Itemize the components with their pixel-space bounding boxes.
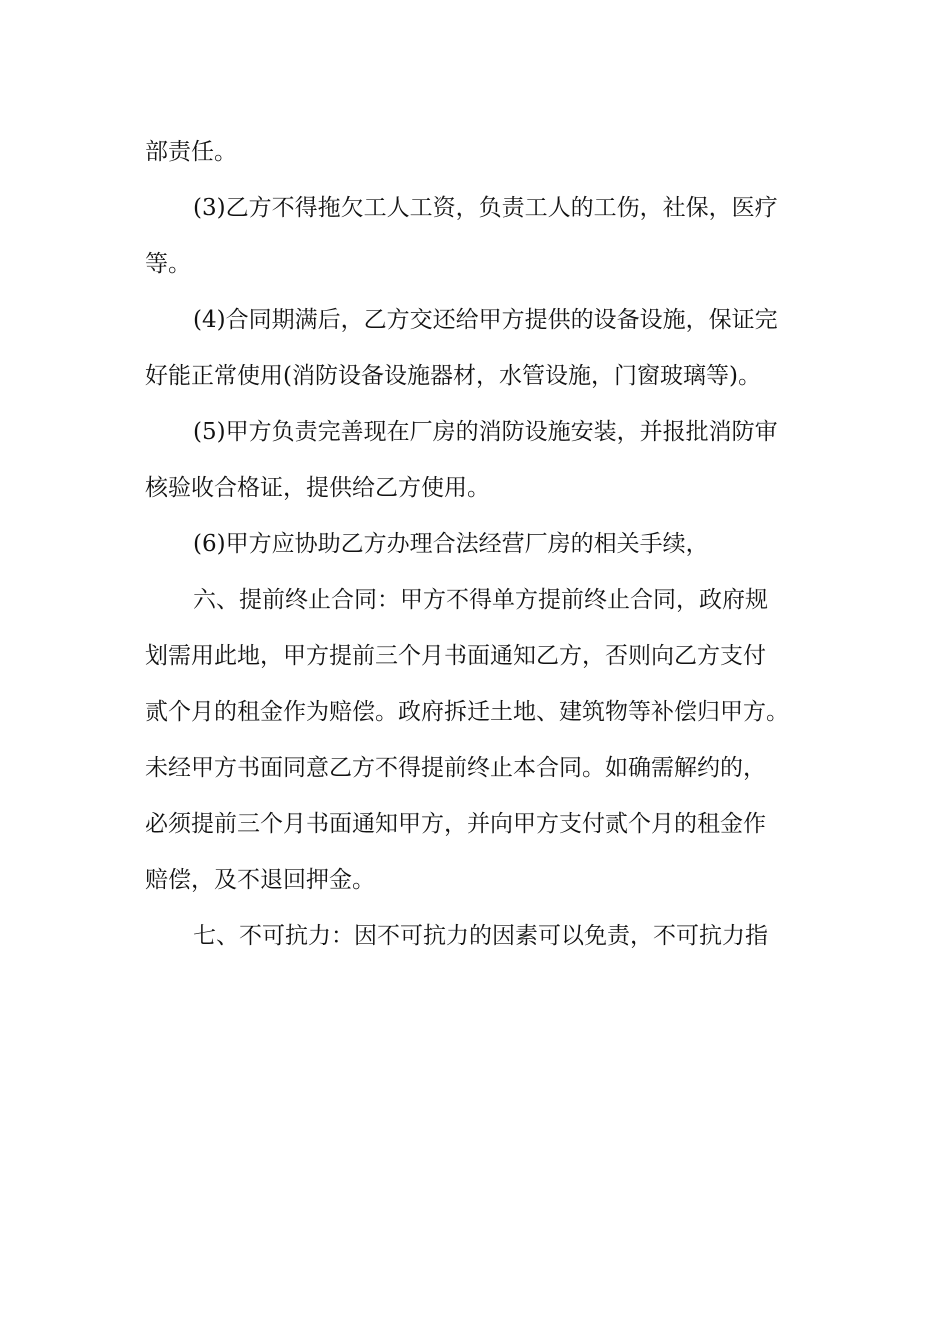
text-line-4: (4)合同期满后，乙方交还给甲方提供的设备设施，保证完	[193, 307, 778, 333]
text-line-14: 赔偿，及不退回押金。	[145, 867, 375, 893]
text-line-1: 部责任。	[145, 139, 237, 165]
text-line-10: 划需用此地，甲方提前三个月书面通知乙方，否则向乙方支付	[145, 643, 766, 669]
text-line-7: 核验收合格证，提供给乙方使用。	[145, 475, 490, 501]
text-line-2: (3)乙方不得拖欠工人工资，负责工人的工伤，社保，医疗	[193, 195, 778, 221]
text-line-6: (5)甲方负责完善现在厂房的消防设施安装，并报批消防审	[193, 419, 778, 445]
text-line-8: (6)甲方应协助乙方办理合法经营厂房的相关手续，	[193, 531, 709, 557]
document-body	[145, 128, 825, 968]
text-line-3: 等。	[145, 251, 191, 277]
text-line-11: 贰个月的租金作为赔偿。政府拆迁土地、建筑物等补偿归甲方。	[145, 699, 789, 725]
text-line-9: 六、提前终止合同：甲方不得单方提前终止合同，政府规	[193, 587, 768, 613]
text-line-15: 七、不可抗力：因不可抗力的因素可以免责，不可抗力指	[193, 923, 768, 949]
text-line-13: 必须提前三个月书面通知甲方，并向甲方支付贰个月的租金作	[145, 811, 766, 837]
text-line-5: 好能正常使用(消防设备设施器材，水管设施，门窗玻璃等)。	[145, 363, 761, 389]
text-line-12: 未经甲方书面同意乙方不得提前终止本合同。如确需解约的，	[145, 755, 766, 781]
